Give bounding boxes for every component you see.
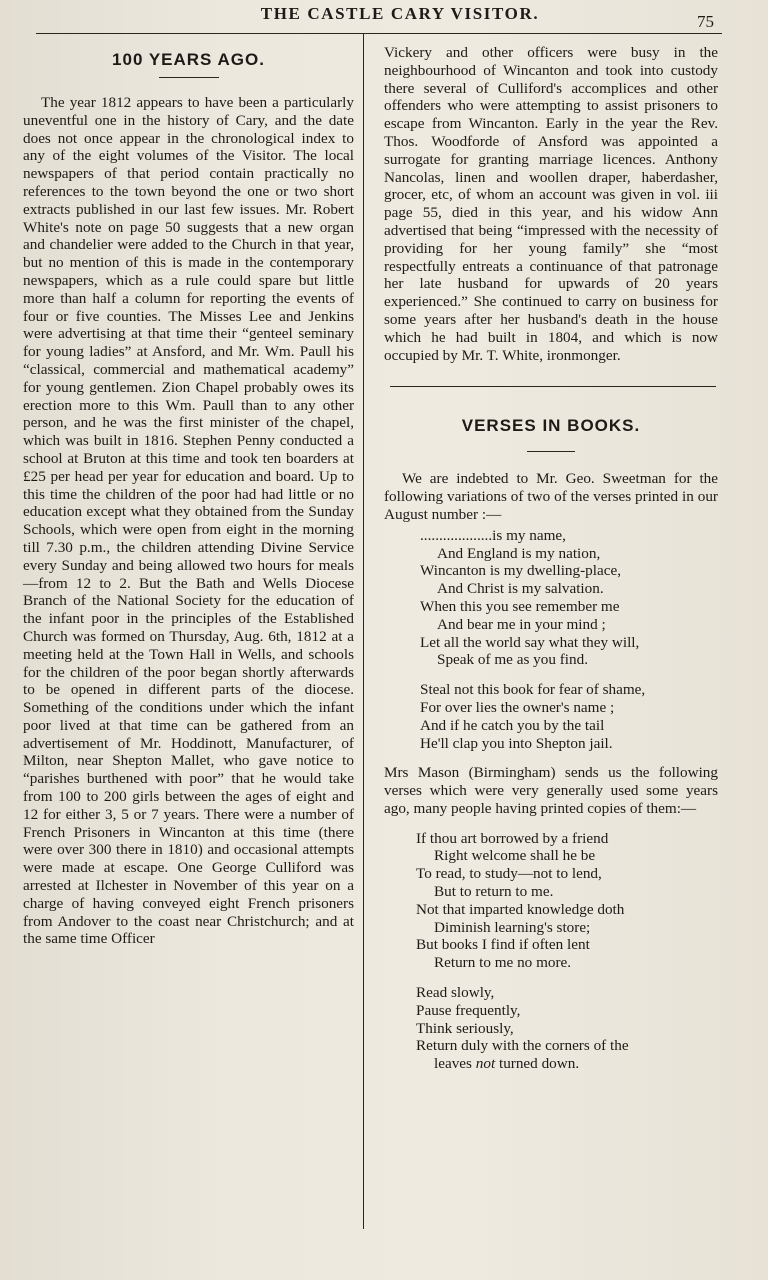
verse-line: He'll clap you into Shepton jail. xyxy=(420,734,613,752)
verse-line: Return duly with the corners of the xyxy=(416,1037,629,1055)
verse-line: And England is my nation, xyxy=(437,544,601,562)
section-title-100-years-ago: 100 YEARS AGO. xyxy=(112,50,265,69)
verse-line: Pause frequently, xyxy=(416,1001,521,1019)
column-divider xyxy=(363,34,364,1229)
verse-line: And Christ is my salvation. xyxy=(437,580,604,598)
verse-line: Think seriously, xyxy=(416,1019,514,1037)
verse-line: If thou art borrowed by a friend xyxy=(416,829,609,847)
verse-4 xyxy=(384,984,718,1073)
verse-3 xyxy=(384,830,718,972)
section-divider xyxy=(390,386,716,387)
running-title: THE CASTLE CARY VISITOR. xyxy=(260,4,540,23)
verse-line: Diminish learning's store; xyxy=(434,918,591,936)
left-column xyxy=(23,44,354,948)
title-rule xyxy=(527,451,575,452)
verse-line: Speak of me as you find. xyxy=(437,651,588,669)
verse-line: Wincanton is my dwelling-place, xyxy=(420,562,621,580)
verse-line: Read slowly, xyxy=(416,984,495,1002)
title-rule xyxy=(159,77,219,78)
verse-word: leaves xyxy=(434,1055,472,1073)
verse-line: And bear me in your mind ; xyxy=(437,615,606,633)
header-rule xyxy=(36,33,722,34)
verse-line: Right welcome shall he be xyxy=(434,847,596,865)
verse-word: turned down. xyxy=(498,1055,580,1073)
right-column xyxy=(384,44,718,1073)
verses-intro-1: We are indebted to Mr. Geo. Sweetman for the following variations of two of the verses printed in our August number :— xyxy=(384,470,718,523)
article-paragraph: The year 1812 appears to have been a particularly uneventful one in the history of Cary, and the date does not once appear in the chronological index to any of the eight volumes of the Visitor. The local newspapers of that period contain practically no references to the town beyond the one or two short extracts published in our last few issues. Mr. Robert White's note on page 50 suggests that a new organ and chandelier were added to the Church in that year, but no mention of this is made in the contemporary newspapers, which as a rule could spare but little more than half a column for reporting the events of four or five counties. The Misses Lee and Jenkins were advertising at that time their “genteel seminary for young ladies” at Ansford, and Mr. Wm. Paull his “classical, commercial and mathematical academy” for young gentlemen. Zion Chapel probably owes its erection more to this Wm. Paull than to any other person, and he was the first minister of the chapel, which was built in 1816. Stephen Penny conducted a school at Bruton at this time and took ten boarders at £25 per head per year for education and board. Up to this time the children of the poor had had little or no education except what they obtained from the Sunday Schools, which were open from eight in the morning till 7.30 p.m., the children attending Divine Service every Sunday and being allowed two hours for meals—from 12 to 2. But the Bath and Wells Diocese Branch of the National Society for the education of the infant poor in the principles of the Established Church was formed on Thursday, Aug. 6th, 1812 at a meeting held at the Town Hall in Wells, and schools for the children of the poor began shortly afterwards to be opened in different parts of the diocese. Something of the conditions under which the infant poor lived at that time can be gathered from an advertisement of Mr. Hoddinott, Manufacturer, of Milton, near Shepton Mallet, who gave notice to “parishes burthened with poor” that he would take from 100 to 200 girls between the ages of eight and 12 for either 3, 5 or 7 years. There were a number of French Prisoners in Wincanton at this time (there were over 300 there in 1810) and occasional attempts were made at escape. One George Culliford was arrested at Ilchester in November of this year on a charge of having conveyed eight French prisoners from Andover to the coast near Christchurch; and at the same time Officer xyxy=(23,94,354,948)
verse-line: Not that imparted knowledge doth xyxy=(416,900,625,918)
article-continuation: Vickery and other officers were busy in the neighbourhood of Wincanton and took into custody there several of Culliford's accomplices and other offenders who were attempting to assist prisoners to escape from Wincanton. Early in the year the Rev. Thos. Woodforde of Ansford was appointed a surrogate for granting marriage licences. Anthony Nancolas, linen and woollen draper, haberdasher, grocer, etc, of whom an account was given in vol. iii page 55, died in this year, and his widow Ann advertised that being “impressed with the necessity of providing for her young family” she “most respectfully entreats a continuance of that patronage her late husband for upwards of 20 years experienced.” She continued to carry on business for some years after her husband's death in the house which he had built in 1804, and which is now occupied by Mr. T. White, ironmonger. xyxy=(384,44,718,364)
verse-line: And if he catch you by the tail xyxy=(420,716,605,734)
verse-line: To read, to study—not to lend, xyxy=(416,865,602,883)
verse-1 xyxy=(384,527,718,669)
verse-line-last xyxy=(384,1055,718,1073)
verse-line: ...................is my name, xyxy=(420,526,566,544)
verse-line: Let all the world say what they will, xyxy=(420,633,640,651)
verse-line: Return to me no more. xyxy=(434,954,572,972)
verse-line: But to return to me. xyxy=(434,883,554,901)
verse-line: Steal not this book for fear of shame, xyxy=(420,681,646,699)
section-title-verses-in-books: VERSES IN BOOKS. xyxy=(461,416,641,436)
verse-line: For over lies the owner's name ; xyxy=(420,698,615,716)
verse-line: When this you see remember me xyxy=(420,597,620,615)
verse-word-italic: not xyxy=(475,1055,496,1073)
verse-2 xyxy=(384,681,718,752)
verses-intro-2: Mrs Mason (Birmingham) sends us the following verses which were very generally used some years ago, many people having printed copies of them:— xyxy=(384,764,718,817)
running-header xyxy=(0,4,768,31)
verse-line: But books I find if often lent xyxy=(416,936,590,954)
page-number: 75 xyxy=(697,12,714,31)
